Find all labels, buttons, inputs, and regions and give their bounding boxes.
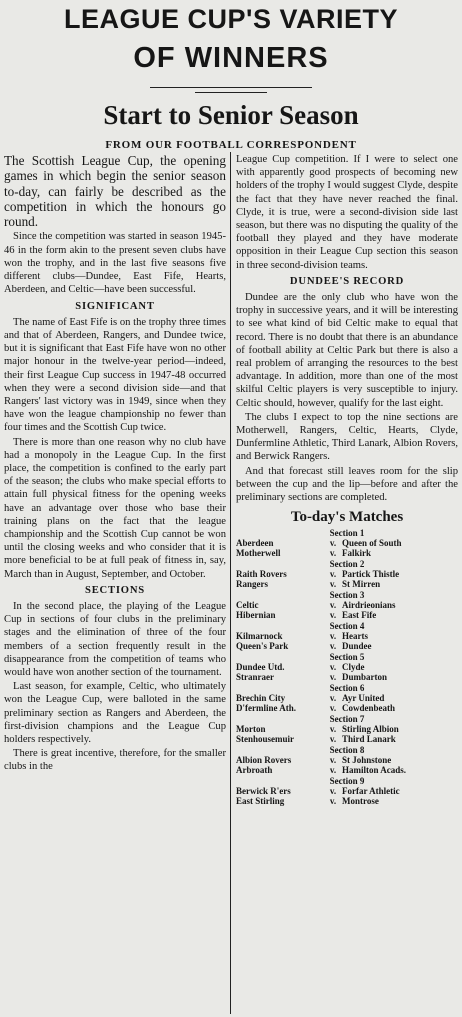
fixture-row bbox=[236, 610, 458, 620]
fixture-row bbox=[236, 693, 458, 703]
paragraph: There is more than one reason why no club have had a monopoly in the League Cup. In the first place, the competition is confined to the early part of the season; the clubs who make special efforts to attain full physical fitness for the opening weeks have an advantage over those who base their training plans on the fact that the league championship and the Scottish Cup cannot be won until the closing weeks and who consider that it is more beneficial to be at full peak of fitness in, say, March than in August, September, and October. bbox=[4, 436, 226, 580]
fixture-row bbox=[236, 631, 458, 641]
subheadline: Start to Senior Season bbox=[103, 100, 359, 130]
paragraph: And that forecast still leaves room for the slip between the cup and the lip—before and after the preliminary sections are completed. bbox=[236, 465, 458, 504]
away-team: Ayr United bbox=[342, 693, 385, 704]
home-team: D'fermline Ath. bbox=[236, 703, 296, 714]
fixture-row bbox=[236, 765, 458, 775]
versus: v. bbox=[329, 672, 337, 683]
headline-line-1: LEAGUE CUP'S VARIETY bbox=[64, 4, 398, 34]
versus: v. bbox=[329, 693, 337, 704]
home-team: Kilmarnock bbox=[236, 631, 283, 642]
headline-rule-short bbox=[195, 92, 267, 93]
section-subhead: SECTIONS bbox=[85, 584, 145, 596]
away-team: Forfar Athletic bbox=[342, 786, 400, 797]
paragraph: There is great incentive, therefore, for the smaller clubs in the bbox=[4, 748, 226, 773]
fixture-row bbox=[236, 569, 458, 579]
fixtures-list bbox=[236, 528, 458, 806]
headline-line-2: OF WINNERS bbox=[133, 42, 329, 74]
away-team: Hearts bbox=[342, 631, 368, 642]
fixture-row bbox=[236, 538, 458, 548]
fixture-row bbox=[236, 641, 458, 651]
home-team: Stenhousemuir bbox=[236, 734, 295, 745]
right-column bbox=[236, 153, 458, 806]
fixture-row bbox=[236, 600, 458, 610]
fixture-row bbox=[236, 672, 458, 682]
section-label: Section 1 bbox=[329, 528, 365, 539]
paragraph: Since the competition was started in season 1945-46 in the form akin to the present seven clubs have won the trophy, and in the last five seasons five different clubs—Dundee, East Fife, Hearts, Aberdeen, and Celtic—have been successful. bbox=[4, 231, 226, 296]
away-team: Montrose bbox=[342, 796, 379, 807]
away-team: East Fife bbox=[342, 610, 377, 621]
fixture-row bbox=[236, 662, 458, 672]
away-team: Airdrieonians bbox=[342, 600, 396, 611]
home-team: Arbroath bbox=[236, 765, 273, 776]
paragraph: The Scottish League Cup, the opening games in which begin the senior season to-day, can fairly be described as the competition in which the honours go round. bbox=[4, 153, 226, 230]
fixture-row bbox=[236, 796, 458, 806]
away-team: Cowdenbeath bbox=[342, 703, 396, 714]
home-team: Aberdeen bbox=[236, 538, 274, 549]
home-team: Celtic bbox=[236, 600, 259, 611]
away-team: Partick Thistle bbox=[342, 569, 400, 580]
versus: v. bbox=[329, 538, 337, 549]
home-team: Stranraer bbox=[236, 672, 274, 683]
fixture-row bbox=[236, 786, 458, 796]
versus: v. bbox=[329, 610, 337, 621]
away-team: Dumbarton bbox=[342, 672, 388, 683]
fixture-row bbox=[236, 703, 458, 713]
away-team: St Johnstone bbox=[342, 755, 392, 766]
fixture-row bbox=[236, 579, 458, 589]
paragraph: In the second place, the playing of the League Cup in sections of four clubs in the preliminary stages and the elimination of three of the four members of a section frequently result in the disappearance from the competition of teams who would have won another section of the tournament. bbox=[4, 600, 226, 678]
section-label: Section 3 bbox=[329, 590, 365, 601]
versus: v. bbox=[329, 662, 337, 673]
byline: FROM OUR FOOTBALL CORRESPONDENT bbox=[105, 139, 357, 151]
versus: v. bbox=[329, 765, 337, 776]
away-team: Hamilton Acads. bbox=[342, 765, 407, 776]
section-label: Section 8 bbox=[329, 745, 365, 756]
versus: v. bbox=[329, 796, 337, 807]
section-label: Section 4 bbox=[329, 621, 365, 632]
section-subhead: SIGNIFICANT bbox=[75, 300, 155, 312]
away-team: St Mirren bbox=[342, 579, 381, 590]
versus: v. bbox=[329, 755, 337, 766]
home-team: Raith Rovers bbox=[236, 569, 287, 580]
away-team: Queen of South bbox=[342, 538, 402, 549]
versus: v. bbox=[329, 600, 337, 611]
away-team: Third Lanark bbox=[342, 734, 396, 745]
left-column bbox=[4, 153, 226, 775]
away-team: Dundee bbox=[342, 641, 372, 652]
section-label: Section 6 bbox=[329, 683, 365, 694]
section-label: Section 2 bbox=[329, 559, 365, 570]
versus: v. bbox=[329, 734, 337, 745]
fixture-row bbox=[236, 724, 458, 734]
column-rule bbox=[230, 152, 231, 1014]
versus: v. bbox=[329, 786, 337, 797]
home-team: Dundee Utd. bbox=[236, 662, 285, 673]
home-team: Morton bbox=[236, 724, 266, 735]
home-team: Berwick R'ers bbox=[236, 786, 291, 797]
fixture-row bbox=[236, 734, 458, 744]
home-team: Hibernian bbox=[236, 610, 276, 621]
section-label: Section 9 bbox=[329, 776, 365, 787]
fixture-row bbox=[236, 755, 458, 765]
versus: v. bbox=[329, 548, 337, 559]
away-team: Stirling Albion bbox=[342, 724, 399, 735]
home-team: Albion Rovers bbox=[236, 755, 292, 766]
paragraph: Last season, for example, Celtic, who ultimately won the League Cup, were balloted in the same preliminary section as Rangers and Aberdeen, the first-division champions and the League Cup holders respectively. bbox=[4, 681, 226, 745]
versus: v. bbox=[329, 569, 337, 580]
home-team: Rangers bbox=[236, 579, 268, 590]
versus: v. bbox=[329, 631, 337, 642]
away-team: Falkirk bbox=[342, 548, 372, 559]
fixture-row bbox=[236, 548, 458, 558]
home-team: Brechin City bbox=[236, 693, 286, 704]
away-team: Clyde bbox=[342, 662, 365, 673]
paragraph: The name of East Fife is on the trophy three times and that of Aberdeen, Rangers, and Dundee twice, but it is significant that East Fife have won no other major honour in the twelve-year period—indeed, their first League Cup success in 1947-48 occurred when they were a second division side—and that Rangers' last victory was in 1949, since when they have won the league championship no fewer than four times and the Scottish Cup twice. bbox=[4, 316, 226, 434]
versus: v. bbox=[329, 579, 337, 590]
paragraph: Dundee are the only club who have won the trophy in successive years, and it will be interesting to see what kind of bid Celtic make to equal that record. There is no doubt that there is an abundance of football ability at Celtic Park but there is also a real problem of arranging the resources to the best advantage. In addition, more than one of the most skilful Celtic players is very susceptible to injury. Celtic should, however, qualify for the last eight. bbox=[236, 292, 458, 409]
section-subhead: DUNDEE'S RECORD bbox=[289, 275, 405, 287]
section-label: Section 5 bbox=[329, 652, 365, 663]
matches-title: To-day's Matches bbox=[290, 509, 404, 526]
paragraph: The clubs I expect to top the nine sections are Motherwell, Rangers, Celtic, Hearts, Clyde, Dunfermline Athletic, Third Lanark, Albion Rovers, and Berwick Rangers. bbox=[236, 411, 458, 463]
home-team: Motherwell bbox=[236, 548, 281, 559]
home-team: Queen's Park bbox=[236, 641, 289, 652]
versus: v. bbox=[329, 724, 337, 735]
headline-rule bbox=[150, 87, 312, 88]
home-team: East Stirling bbox=[236, 796, 285, 807]
paragraph: League Cup competition. If I were to select one with apparently good prospects of becoming new holders of the trophy I would suggest Clyde, despite the fact that they have never reached the final. Clyde, it is true, were a second-division side last season, but there was no disputing the quality of the football they played and they have moderate opposition in their League Cup section this season in three second-division teams. bbox=[236, 154, 458, 271]
section-label: Section 7 bbox=[329, 714, 365, 725]
versus: v. bbox=[329, 641, 337, 652]
versus: v. bbox=[329, 703, 337, 714]
